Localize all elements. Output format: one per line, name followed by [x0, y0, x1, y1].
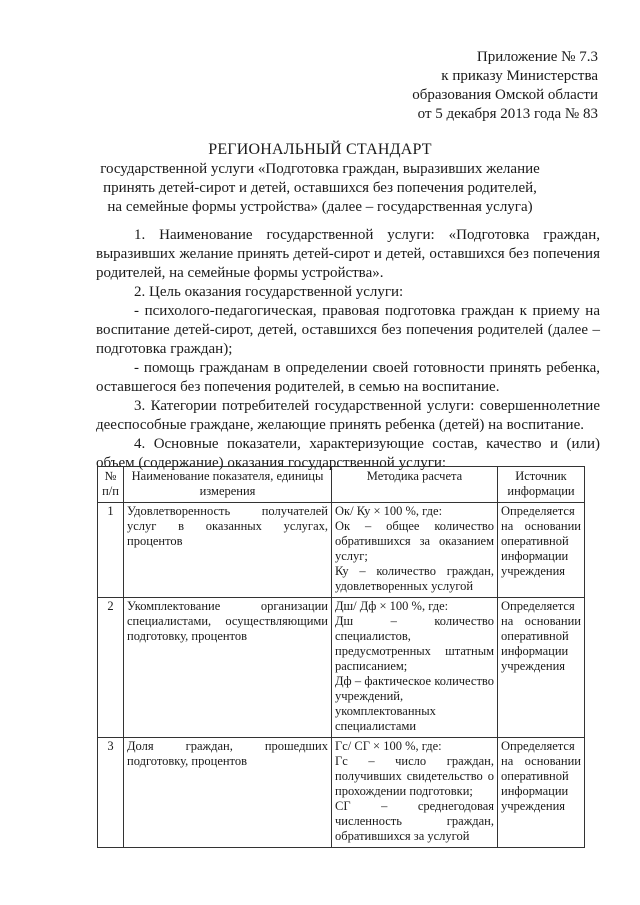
row-num: 2 — [98, 598, 124, 738]
method-line: Гс – число граждан, получивших свидетельство о прохождении подготовки; — [335, 754, 494, 798]
header-source: Источник информации — [498, 467, 585, 503]
paragraph-indicators-intro: 4. Основные показатели, характеризующие состав, качество и (или) объем (содержание) оказания государственной услуги: — [96, 436, 600, 471]
appendix-line: к приказу Министерства — [441, 68, 598, 84]
header-num: № п/п — [98, 467, 124, 503]
paragraph-consumers: 3. Категории потребителей государственной услуги: совершеннолетние дееспособные граждане, желающие принять ребенка (детей) на воспитание. — [96, 398, 600, 433]
appendix-line: Приложение № 7.3 — [476, 49, 598, 65]
method-line: Ку – количество граждан, удовлетворенных услугой — [335, 564, 494, 593]
appendix-line: образования Омской области — [412, 87, 598, 103]
document-title: РЕГИОНАЛЬНЫЙ СТАНДАРТ — [208, 141, 432, 158]
paragraph-goal-heading: 2. Цель оказания государственной услуги: — [134, 284, 404, 300]
row-num: 3 — [98, 738, 124, 848]
paragraph-service-name: 1. Наименование государственной услуги: «Подготовка граждан, выразивших желание принять детей-сирот и детей, оставшихся без попечения родителей, на семейные формы устройства». — [96, 227, 600, 281]
document-subtitle-line: принять детей-сирот и детей, оставшихся без попечения родителей, — [103, 180, 537, 196]
row-num: 1 — [98, 503, 124, 598]
row-method — [332, 738, 498, 848]
paragraph-goal-item: - психолого-педагогическая, правовая подготовка граждан к приему на воспитание детей-сирот, детей, оставшихся без попечения родителей (далее – подготовка граждан); — [96, 303, 600, 357]
method-line: Дш – количество специалистов, предусмотренных штатным расписанием; — [335, 614, 494, 673]
table-row — [98, 738, 585, 848]
method-line: Дф – фактическое количество учреждений, укомплектованных специалистами — [335, 674, 494, 733]
row-indicator-name: Укомплектование организации специалистами, осуществляющими подготовку, процентов — [124, 598, 332, 738]
method-line: Дш/ Дф × 100 %, где: — [335, 599, 449, 613]
row-source: Определяется на основании оперативной информации учреждения — [498, 738, 585, 848]
row-indicator-name: Удовлетворенность получателей услуг в оказанных услугах, процентов — [124, 503, 332, 598]
row-source: Определяется на основании оперативной информации учреждения — [498, 503, 585, 598]
header-name: Наименование показателя, единицы измерения — [124, 467, 332, 503]
paragraph-goal-item: - помощь гражданам в определении своей готовности принять ребенка, оставшегося без попечения родителей, в семью на воспитание. — [96, 360, 600, 395]
method-line: Ок – общее количество обратившихся за оказанием услуг; — [335, 519, 494, 563]
table-header-row — [98, 467, 585, 503]
table-row — [98, 598, 585, 738]
appendix-line: от 5 декабря 2013 года № 83 — [417, 106, 598, 122]
table-row — [98, 503, 585, 598]
indicators-table — [97, 466, 585, 848]
method-line: СГ – среднегодовая численность граждан, обратившихся за услугой — [335, 799, 494, 843]
document-header — [100, 140, 540, 217]
method-line: Ок/ Ку × 100 %, где: — [335, 504, 443, 518]
row-source: Определяется на основании оперативной информации учреждения — [498, 598, 585, 738]
document-subtitle-line: государственной услуги «Подготовка граждан, выразивших желание — [100, 161, 540, 177]
row-indicator-name: Доля граждан, прошедших подготовку, процентов — [124, 738, 332, 848]
method-line: Гс/ СГ × 100 %, где: — [335, 739, 442, 753]
row-method — [332, 503, 498, 598]
row-method — [332, 598, 498, 738]
document-subtitle-line: на семейные формы устройства» (далее – государственная услуга) — [107, 199, 533, 215]
document-body — [96, 226, 600, 473]
header-method: Методика расчета — [332, 467, 498, 503]
appendix-reference — [412, 48, 598, 124]
